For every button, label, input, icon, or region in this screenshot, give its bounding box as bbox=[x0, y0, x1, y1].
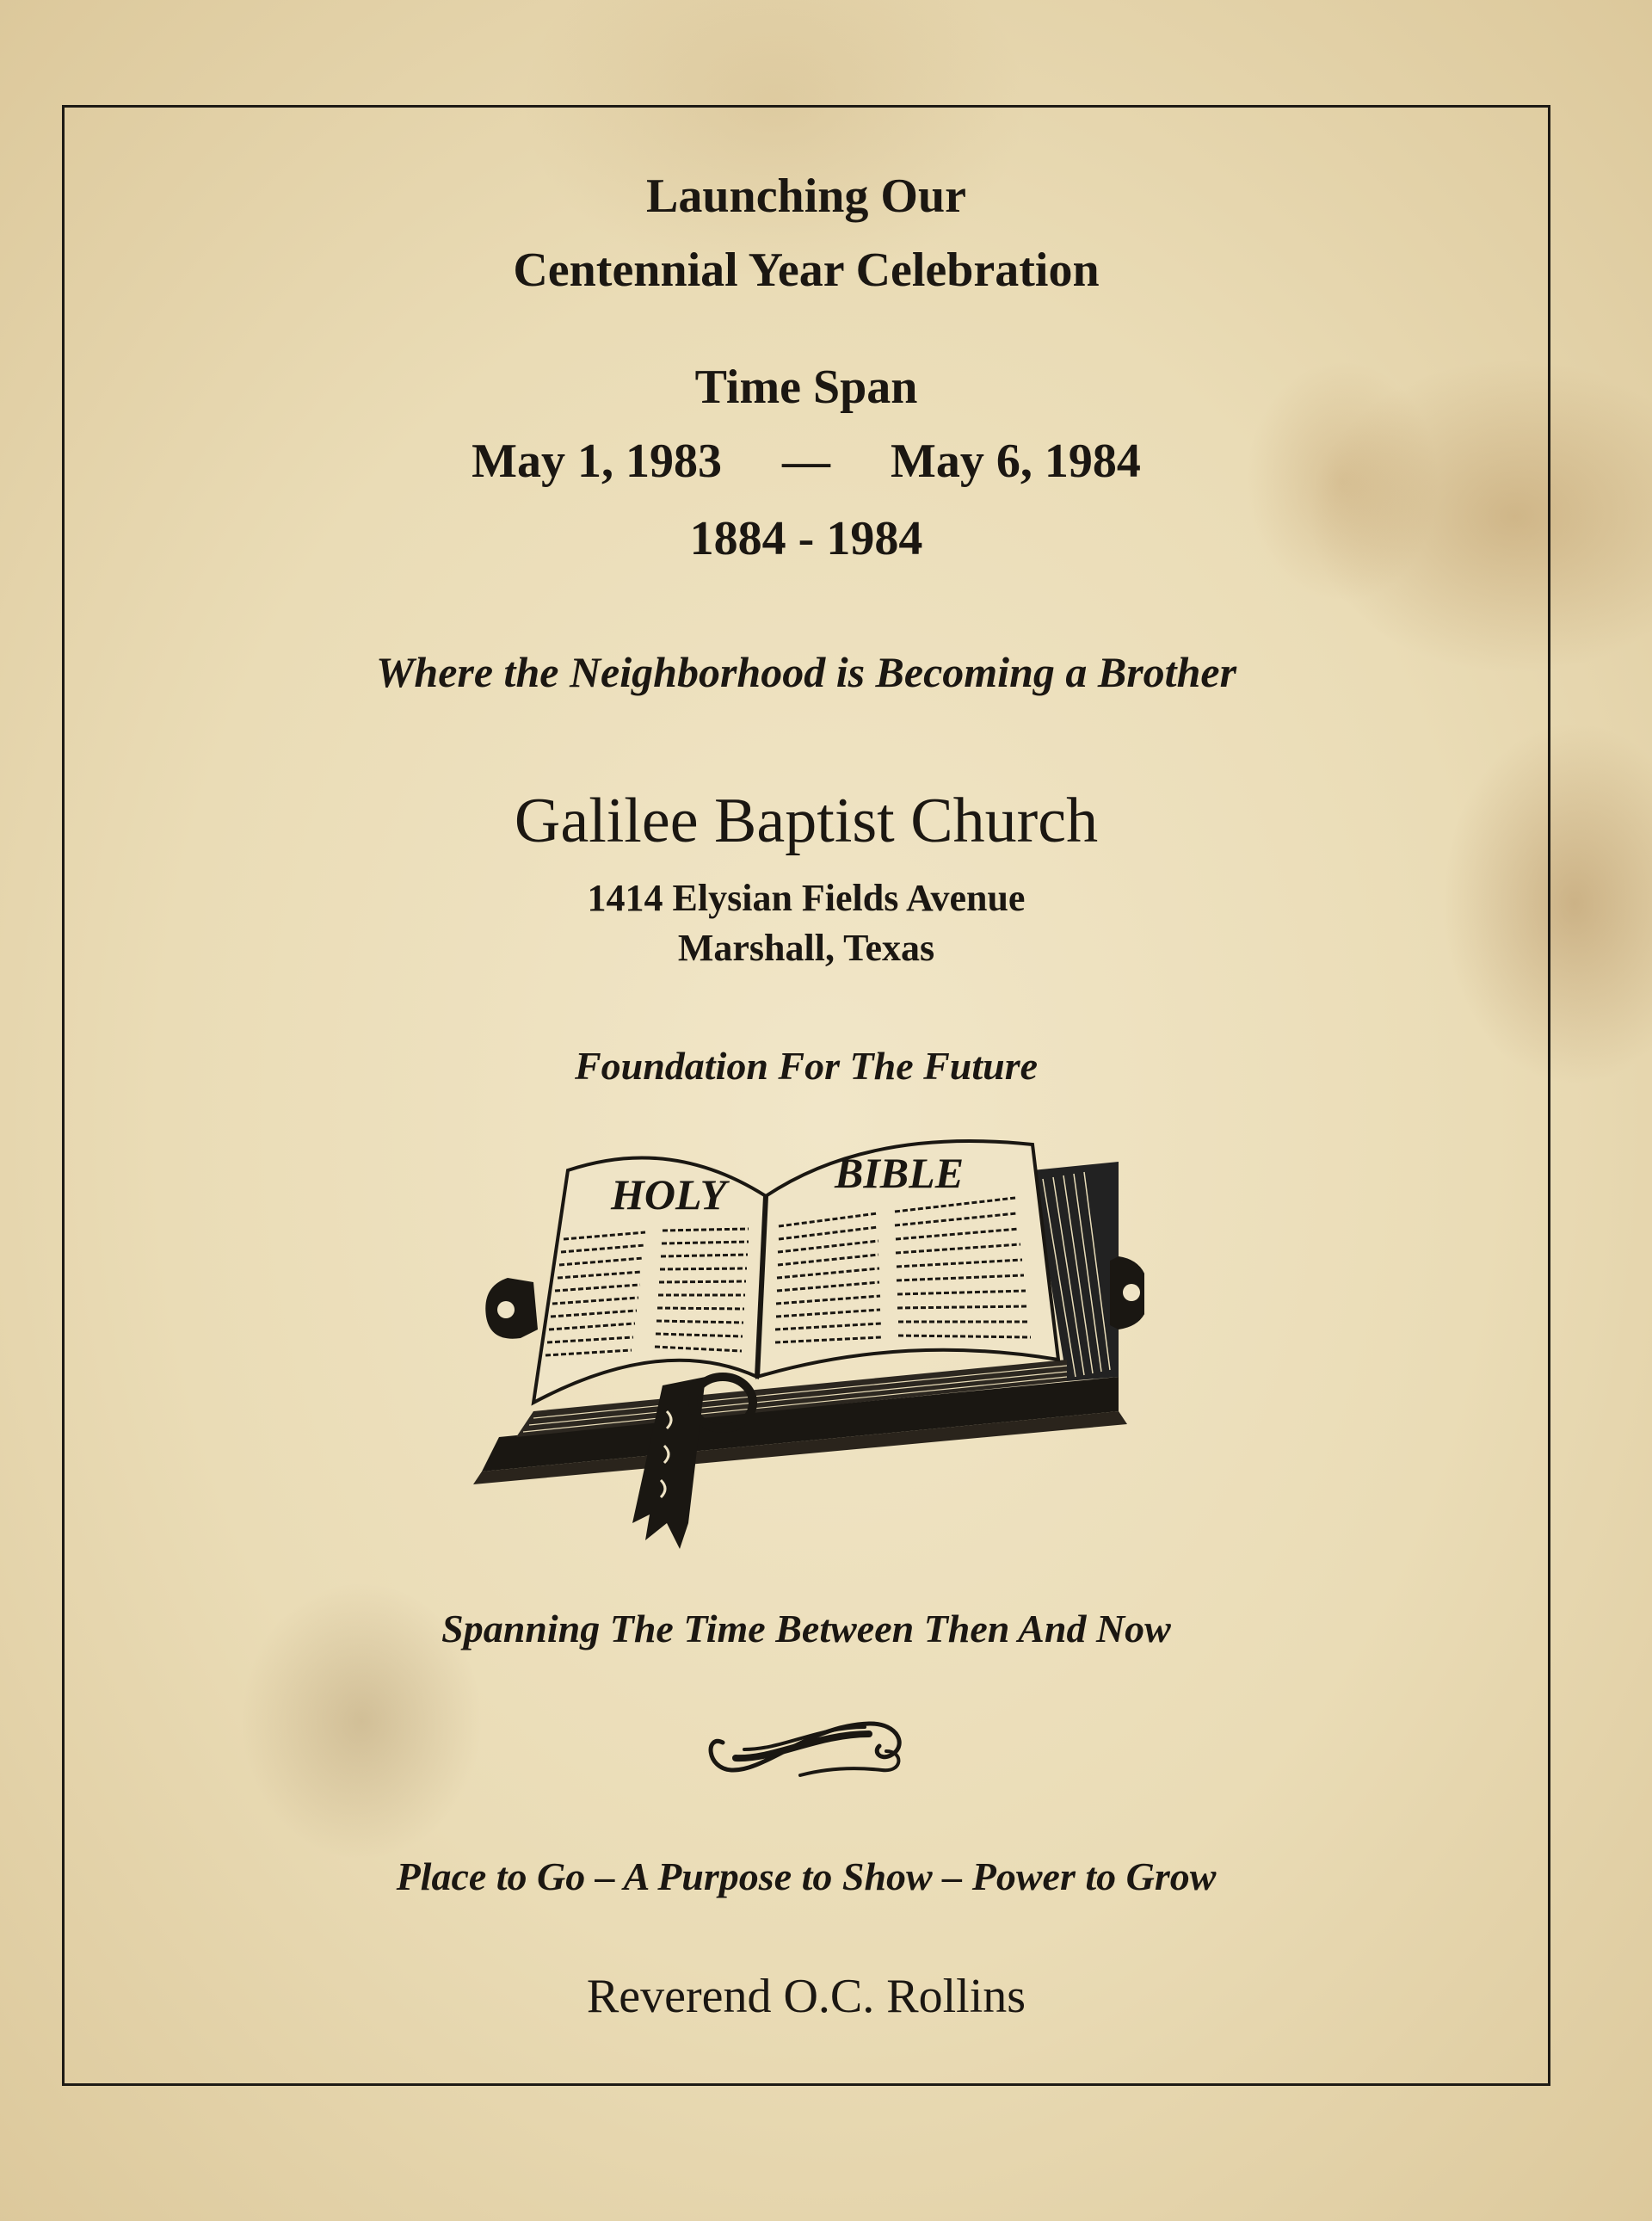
start-date: May 1, 1983 bbox=[472, 435, 722, 488]
foundation-tagline: Foundation For The Future bbox=[574, 1044, 1039, 1088]
heading-line-1: Launching Our bbox=[646, 170, 966, 223]
neighborhood-tagline: Where the Neighborhood is Becoming a Brother bbox=[375, 648, 1237, 696]
date-dash: — bbox=[782, 435, 830, 488]
spanning-tagline: Spanning The Time Between Then And Now bbox=[441, 1607, 1171, 1650]
date-range bbox=[62, 434, 1550, 489]
address-street: 1414 Elysian Fields Avenue bbox=[587, 877, 1026, 919]
end-date: May 6, 1984 bbox=[891, 435, 1141, 488]
flourish-icon bbox=[697, 1708, 912, 1786]
bible-left-heading: HOLY bbox=[611, 1170, 727, 1218]
pastor-name: Reverend O.C. Rollins bbox=[586, 1970, 1026, 2023]
heading-line-2: Centennial Year Celebration bbox=[513, 244, 1100, 297]
time-span-label: Time Span bbox=[694, 361, 918, 414]
bible-right-heading: BIBLE bbox=[835, 1149, 965, 1197]
church-name: Galilee Baptist Church bbox=[514, 786, 1099, 856]
address-city: Marshall, Texas bbox=[677, 927, 935, 969]
year-range: 1884 - 1984 bbox=[689, 512, 923, 565]
motto: Place to Go – A Purpose to Show – Power to Grow bbox=[396, 1854, 1217, 1898]
holy-bible-icon bbox=[465, 1119, 1144, 1583]
